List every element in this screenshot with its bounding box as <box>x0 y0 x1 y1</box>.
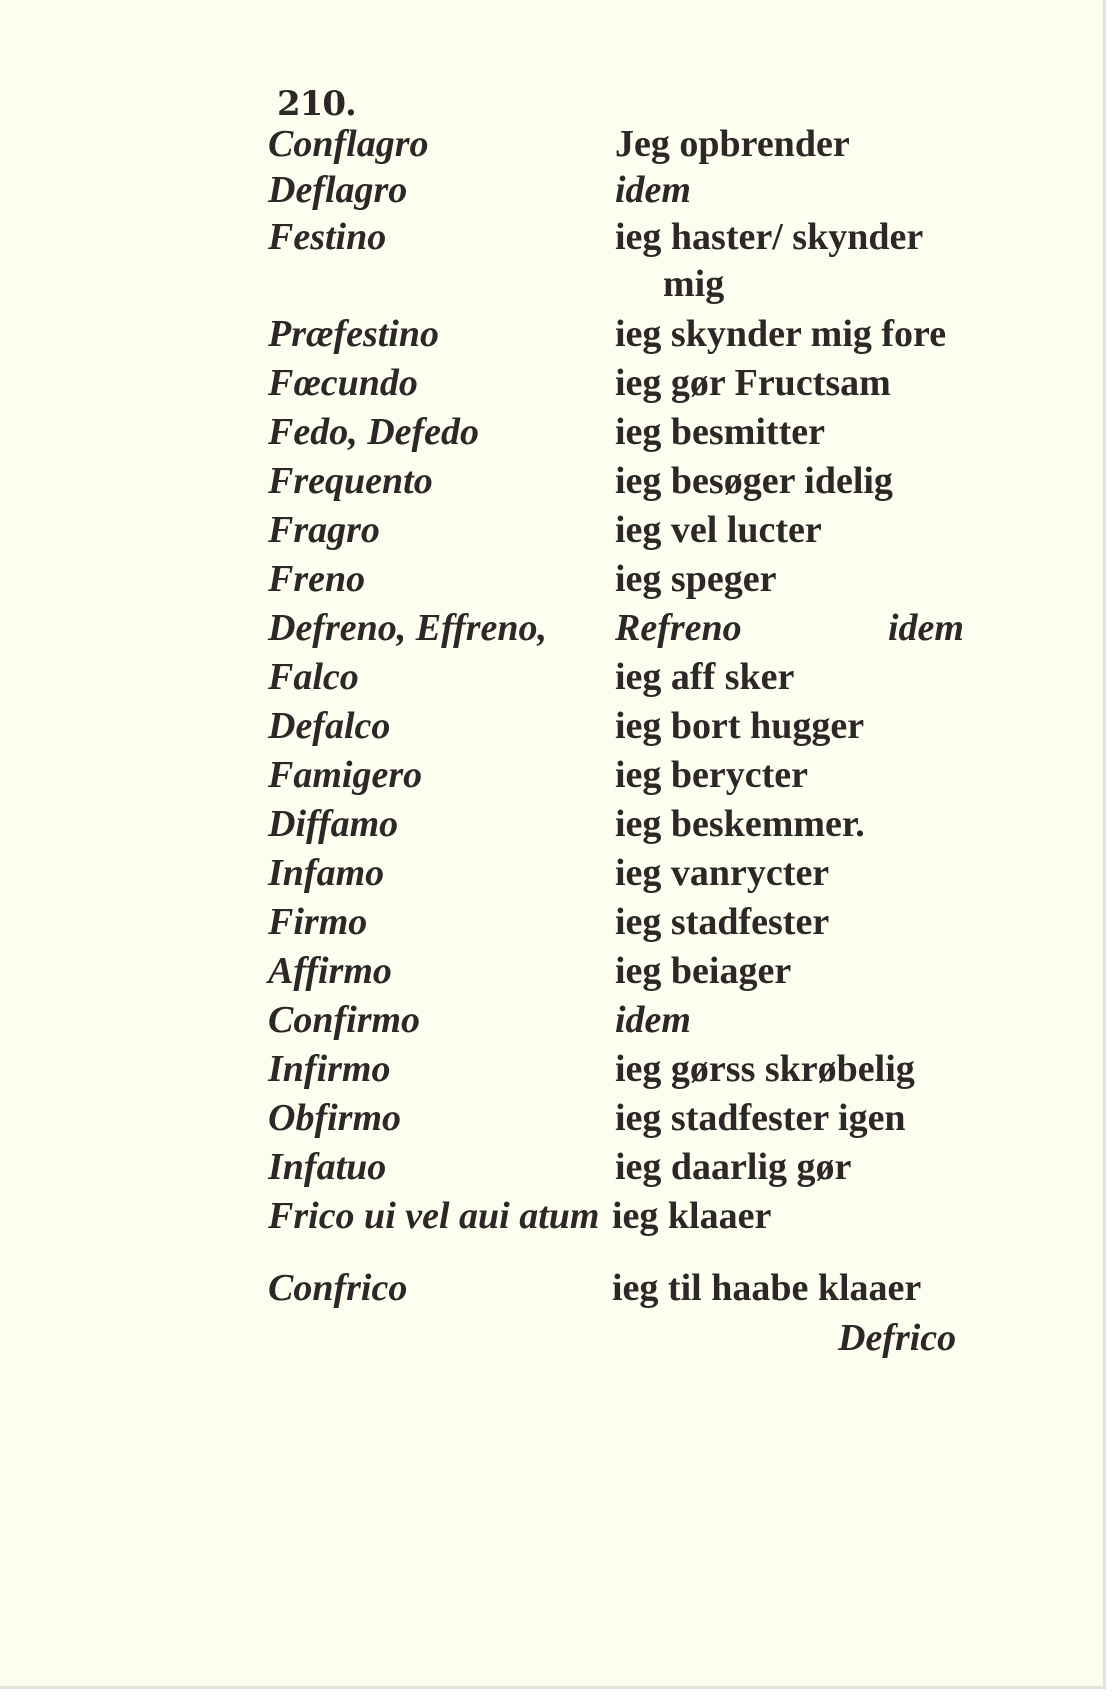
danish-gloss: ieg speger <box>615 558 777 600</box>
idem-marker: idem <box>888 607 964 649</box>
latin-word: Famigero <box>268 754 423 796</box>
latin-word: Confirmo <box>268 999 421 1041</box>
entry-row <box>0 949 1103 999</box>
danish-gloss: ieg vel lucter <box>615 509 822 551</box>
entry-row <box>0 1096 1103 1146</box>
entry-row-continuation <box>0 262 1103 312</box>
entry-row <box>0 704 1103 754</box>
danish-gloss: Jeg opbrender <box>615 123 850 165</box>
latin-variant: Refreno <box>615 607 742 649</box>
entry-row <box>0 557 1103 607</box>
danish-gloss: ieg besmitter <box>615 411 825 453</box>
entry-row <box>0 802 1103 852</box>
danish-gloss: ieg beiager <box>615 950 792 992</box>
danish-gloss: ieg klaaer <box>612 1195 772 1237</box>
danish-gloss: ieg til haabe klaaer <box>612 1267 922 1309</box>
latin-word: Infamo <box>268 852 385 894</box>
entry-row <box>0 168 1103 218</box>
catchword: Defrico <box>838 1317 957 1359</box>
latin-word: Affirmo <box>268 950 392 992</box>
latin-word: Falco <box>268 656 359 698</box>
danish-gloss: ieg daarlig gør <box>615 1146 852 1188</box>
latin-word: Conflagro <box>268 123 429 165</box>
danish-gloss: ieg bort hugger <box>615 705 865 747</box>
entry-row <box>0 1145 1103 1195</box>
danish-gloss: ieg berycter <box>615 754 809 796</box>
latin-word: Defalco <box>268 705 391 747</box>
danish-gloss: idem <box>615 999 691 1041</box>
entry-row <box>0 998 1103 1048</box>
danish-gloss: ieg gør Fructsam <box>615 362 891 404</box>
entry-row <box>0 655 1103 705</box>
danish-gloss: ieg vanrycter <box>615 852 830 894</box>
latin-word: Fragro <box>268 509 380 551</box>
danish-gloss: idem <box>615 169 691 211</box>
latin-word: Obfirmo <box>268 1097 401 1139</box>
danish-gloss: ieg stadfester igen <box>615 1097 906 1139</box>
entry-row <box>0 606 1103 656</box>
danish-gloss: ieg skynder mig fore <box>615 313 947 355</box>
page-number: 210. <box>277 84 356 124</box>
latin-word: Fœcundo <box>268 362 418 404</box>
entry-row <box>0 753 1103 803</box>
entry-row <box>0 1266 1103 1316</box>
entry-row <box>0 1194 1103 1244</box>
entry-row <box>0 410 1103 460</box>
latin-word: Diffamo <box>268 803 399 845</box>
latin-word: Confrico <box>268 1267 408 1309</box>
latin-word: Festino <box>268 216 387 258</box>
latin-word: Defreno, Effreno, <box>268 607 548 649</box>
latin-word: Infatuo <box>268 1146 387 1188</box>
latin-word: Fedo, Defedo <box>268 411 480 453</box>
danish-gloss: ieg haster/ skynder <box>615 216 924 258</box>
danish-gloss-continuation: mig <box>663 263 725 305</box>
latin-word: Infirmo <box>268 1048 391 1090</box>
danish-gloss: ieg aff sker <box>615 656 795 698</box>
entry-row <box>0 508 1103 558</box>
latin-word: Freno <box>268 558 366 600</box>
entry-row <box>0 900 1103 950</box>
latin-word: Frico ui vel aui atum <box>268 1195 600 1237</box>
latin-word: Frequento <box>268 460 433 502</box>
latin-word: Firmo <box>268 901 368 943</box>
entry-row <box>0 1047 1103 1097</box>
latin-word: Deflagro <box>268 169 408 211</box>
entry-row <box>0 459 1103 509</box>
entry-row <box>0 122 1103 172</box>
danish-gloss: ieg besøger idelig <box>615 460 893 502</box>
entry-row <box>0 361 1103 411</box>
danish-gloss: ieg beskemmer. <box>615 803 865 845</box>
danish-gloss: ieg stadfester <box>615 901 830 943</box>
latin-word: Præfestino <box>268 313 439 355</box>
entry-row <box>0 851 1103 901</box>
entry-row <box>0 215 1103 265</box>
danish-gloss: ieg gørss skrøbelig <box>615 1048 915 1090</box>
entry-row <box>0 312 1103 362</box>
